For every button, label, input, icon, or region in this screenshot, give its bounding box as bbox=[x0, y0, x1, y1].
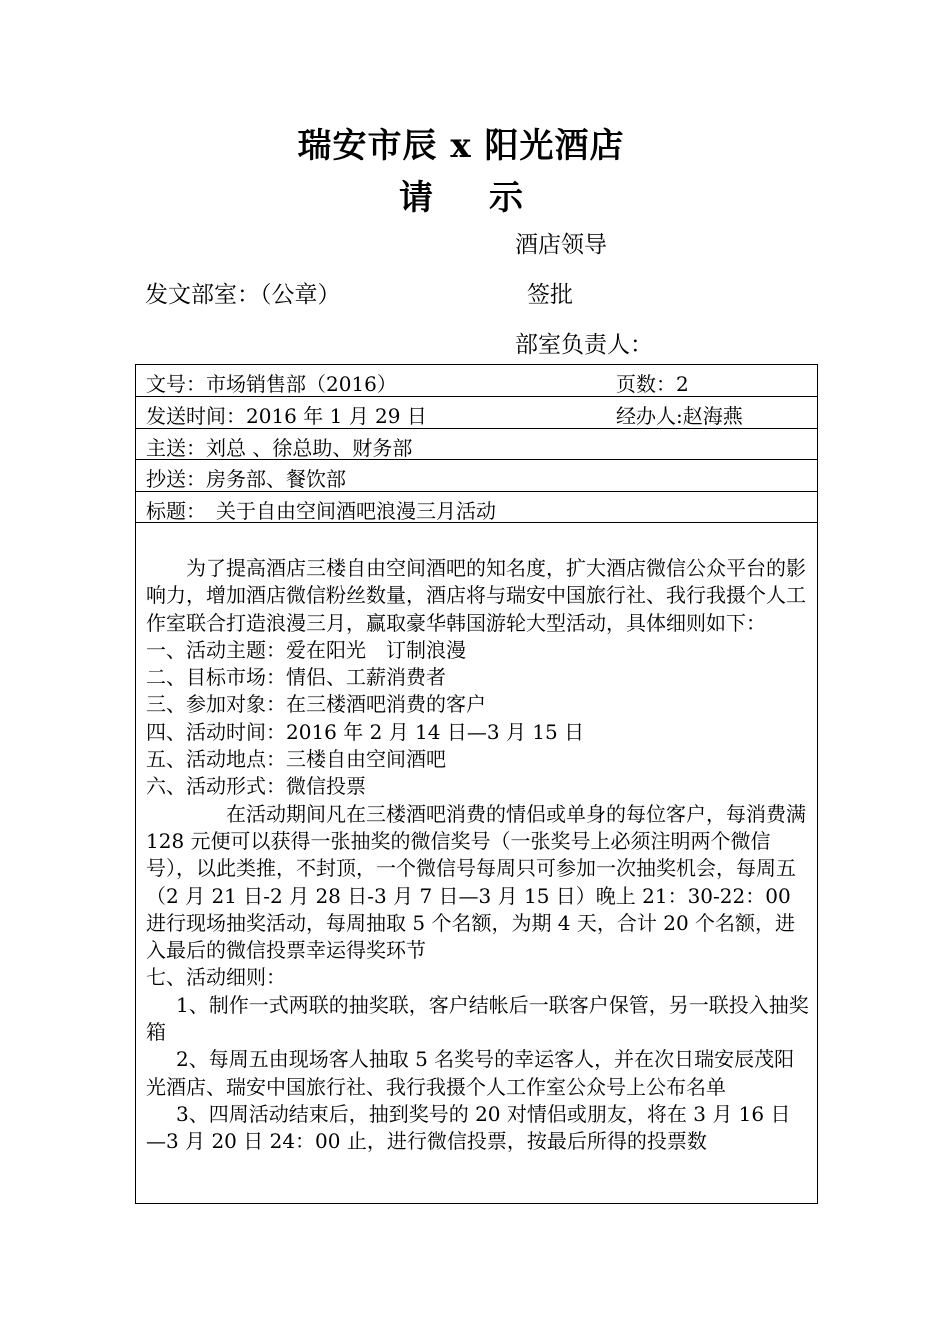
item-rules: 七、活动细则： bbox=[146, 965, 286, 990]
hotel-name-heading: 瑞安市辰 x 阳光酒店 bbox=[297, 126, 625, 166]
cc-recipients: 抄送：房务部、餐饮部 bbox=[146, 467, 346, 491]
item-theme: 一、活动主题：爱在阳光 订制浪漫 bbox=[146, 637, 466, 662]
item-format: 六、活动形式：微信投票 bbox=[146, 774, 366, 799]
send-time: 发送时间：2016 年 1 月 29 日 bbox=[146, 404, 427, 428]
subject-row bbox=[136, 492, 817, 523]
rule-2: 2、每周五由现场客人抽取 5 名奖号的幸运客人，并在次日瑞安辰茂阳光酒店、瑞安中国旅行社、我行我摄个人工作室公众号上公布名单 bbox=[146, 1047, 795, 1099]
document-type-heading bbox=[0, 170, 922, 219]
rule-3: 3、四周活动结束后，抽到奖号的 20 对情侣或朋友，将在 3 月 16 日—3 月 20 日 24：00 止，进行微信投票，按最后所得的投票数 bbox=[146, 1101, 791, 1154]
format-detail-paragraph: 在活动期间凡在三楼酒吧消费的情侣或单身的每位客户，每消费满 128 元便可以获得一张抽奖的微信奖号（一张奖号上必须注明两个微信号），以此类推，不封顶，一个微信号每周只可参加一次抽奖机会，每周五（2 月 21 日-2 月 28 日-3 月 7 日—3 月 15 日）晚上 21：30-22：00 进行现场抽奖活动，每周抽取 5 个名额，为期 4 天，合计 20 个名额，进入最后的微信投票幸运得奖环节 bbox=[146, 801, 806, 963]
memo-body bbox=[146, 555, 810, 1156]
dept-label: 发文部室：（公章） bbox=[145, 282, 341, 308]
doc-number: 文号：市场销售部（2016） bbox=[146, 372, 397, 396]
item-time: 四、活动时间：2016 年 2 月 14 日—3 月 15 日 bbox=[146, 719, 585, 744]
send-time-row bbox=[136, 397, 817, 429]
head-label: 部室负责人： bbox=[515, 332, 653, 358]
item-participants: 三、参加对象：在三楼酒吧消费的客户 bbox=[146, 692, 486, 717]
handler: 经办人:赵海燕 bbox=[616, 404, 743, 428]
memo-table bbox=[135, 364, 818, 1204]
leader-label: 酒店领导 bbox=[515, 232, 607, 258]
doc-number-row bbox=[136, 365, 817, 397]
item-market: 二、目标市场：情侣、工薪消费者 bbox=[146, 665, 446, 690]
doc-type-char-1: 请 bbox=[399, 178, 433, 218]
item-location: 五、活动地点：三楼自由空间酒吧 bbox=[146, 747, 446, 772]
subject: 标题： 关于自由空间酒吧浪漫三月活动 bbox=[146, 499, 496, 523]
intro-paragraph: 为了提高酒店三楼自由空间酒吧的知名度，扩大酒店微信公众平台的影响力，增加酒店微信粉丝数量，酒店将与瑞安中国旅行社、我行我摄个人工作室联合打造浪漫三月，赢取豪华韩国游轮大型活动，具体细则如下： bbox=[146, 556, 806, 635]
doc-type-char-2: 示 bbox=[489, 178, 523, 218]
recipients: 主送：刘总 、徐总助、财务部 bbox=[146, 436, 413, 460]
recipients-row bbox=[136, 429, 817, 460]
rule-1: 1、制作一式两联的抽奖联，客户结帐后一联客户保管，另一联投入抽奖箱 bbox=[146, 992, 809, 1045]
page-count: 页数：2 bbox=[616, 372, 689, 396]
cc-row bbox=[136, 460, 817, 492]
sign-label: 签批 bbox=[527, 282, 573, 308]
